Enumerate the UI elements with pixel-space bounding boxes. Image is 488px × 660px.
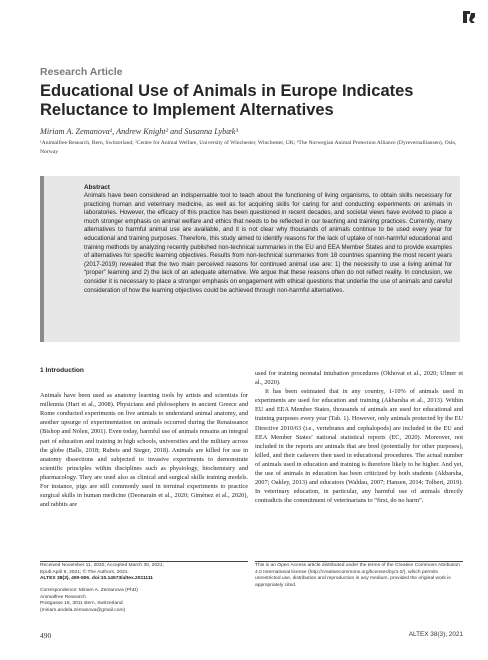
correspondence-org: Animalfree Research <box>40 594 86 600</box>
citation-doi[interactable]: ALTEX 38(3), 490-506. doi:10.14573/altex.2011111 <box>40 576 154 582</box>
altex-logo-icon <box>461 9 477 25</box>
section-heading-introduction: 1 Introduction <box>40 367 84 374</box>
correspondence <box>40 588 248 614</box>
affiliations: ¹Animalfree Research, Bern, Switzerland; ²Centre for Animal Welfare, University of Winchester, Winchester, UK; ³The Norwegian Animal Protection Alliance (Dyrevernalliansen), Oslo, Norway <box>40 140 457 155</box>
journal-reference: ALTEX 38(3), 2021 <box>408 631 463 638</box>
abstract-box <box>40 176 460 342</box>
section-label: Research Article <box>40 66 123 78</box>
footnote-divider <box>255 561 463 562</box>
publication-dates <box>40 563 248 583</box>
body-paragraph: used for training neonatal intubation procedures (Okhovat et al., 2020; Ulmer et al., 2020). <box>255 370 463 387</box>
body-paragraph: It has been estimated that in any country, 1-10% of animals used in experiments are used for education and training (Akbarsha et al., 2013). Within EU and EEA Member States, thousands of animals are used for educational and training purposes every year (Tab. 1). However, only animals protected by the EU Directive 2010/63 (i.e., vertebrates and cephalopods) are included in the EU and EEA Member States’ national statistical reports (EC, 2020). Moreover, not included in the reports are animals that are bred (potentially for other purposes), killed, and their cadavers then used in educational procedures. The actual number of animals used in education and training is therefore likely to be higher. And yet, the use of animals in education has been criticized by both students (Akbarsha, 2007; Oakley, 2013) and educators (Waldau, 2007; Hansen, 2014; Tolbert, 2019). In veterinary education, in particular, any harmful use of animals directly contradicts the commitment of veterinarians to “first, do no harm”. <box>255 388 463 505</box>
correspondence-name: Correspondence: Miriam A. Zemanova (PhD) <box>40 588 138 593</box>
page-number: 490 <box>40 631 52 640</box>
license-notice: This is an Open Access article distributed under the terms of the Creative Commons Attribution 4.0 International license (http://creativecommons.org/licenses/by/4.0/), which permits unrestricted use, distribution and reproduction in any medium, provided the original work is appropriately cited. <box>255 563 460 588</box>
body-paragraph: Animals have been used as anatomy learning tools by artists and scientists for millennia (Hart et al., 2008). Physicians and philosophers in ancient Greece and Rome conducted experiments on live animals to understand animal anatomy, and another upsurge of experimentation on animals occurred during the Renaissance (Bishop and Nolen, 2001). Even today, harmful use of animals remains an integral part of education and training in high schools, universities and the military across the globe (Balls, 2018; Rubeis and Steger, 2018). Animals are killed for use in anatomy dissections and subjected to invasive experiments to demonstrate scientific principles within disciplines such as physiology, biochemistry and pharmacology. They are used also as clinical and surgical skills training models. For instance, pigs are still commonly used in terminal experiments to practice surgical skills in human medicine (Deonarain et al., 2020; Giménez et al., 2020), and rabbits are <box>40 392 248 509</box>
correspondence-email[interactable]: (miriam.andela.zemanova@gmail.com) <box>40 607 126 613</box>
epub-date: Epub April 6, 2021; © The Authors, 2021. <box>40 569 129 575</box>
left-column <box>40 366 248 509</box>
abstract-heading: Abstract <box>84 184 110 191</box>
right-column <box>255 369 463 505</box>
abstract-text: Animals have been considered an indispensable tool to teach about the functioning of living organisms, to obtain skills necessary for practicing human and veterinary medicine, as well as for acquiring skills for caring for and conducting experiments on animals in laboratories. However, the efficacy of this practice has been questioned in recent decades, and societal views have evolved to place a much stronger emphasis on animal welfare and ethics that needs to be reflected in our teaching and training practices. Currently, many alternatives to harmful animal use are available, and it is not clear why thousands of animals continue to be used every year for educational and training purposes. Therefore, this study aimed to identify reasons for the lack of uptake of non-harmful educational and training methods by analyzing recently published non-technical summaries in the EU and EEA Member States and to provide examples of alternatives for specific learning objectives. Results from non-technical summaries from 18 countries spanning the most recent years (2017-2019) revealed that the two main perceived reasons for continued animal use are: 1) the necessity to use a living animal for “proper” learning and 2) the lack of an adequate alternative. We argue that these reasons often do not reflect reality. In conclusion, we consider it is necessary to place a stronger emphasis on engagement with ethical questions that underlie the use of animals and careful consideration of how the learning objectives could be achieved through non-harmful alternatives. <box>84 192 452 294</box>
correspondence-address: Postgasse 15, 3011 Bern, Switzerland <box>40 601 123 607</box>
received-date: Received November 11, 2020; Accepted March 30, 2021; <box>40 563 164 568</box>
article-title: Educational Use of Animals in Europe Indicates Reluctance to Implement Alternatives <box>40 82 414 119</box>
footnote-divider <box>40 561 248 562</box>
author-list: Miriam A. Zemanova¹, Andrew Knight² and Susanna Lybæk³ <box>40 127 238 136</box>
